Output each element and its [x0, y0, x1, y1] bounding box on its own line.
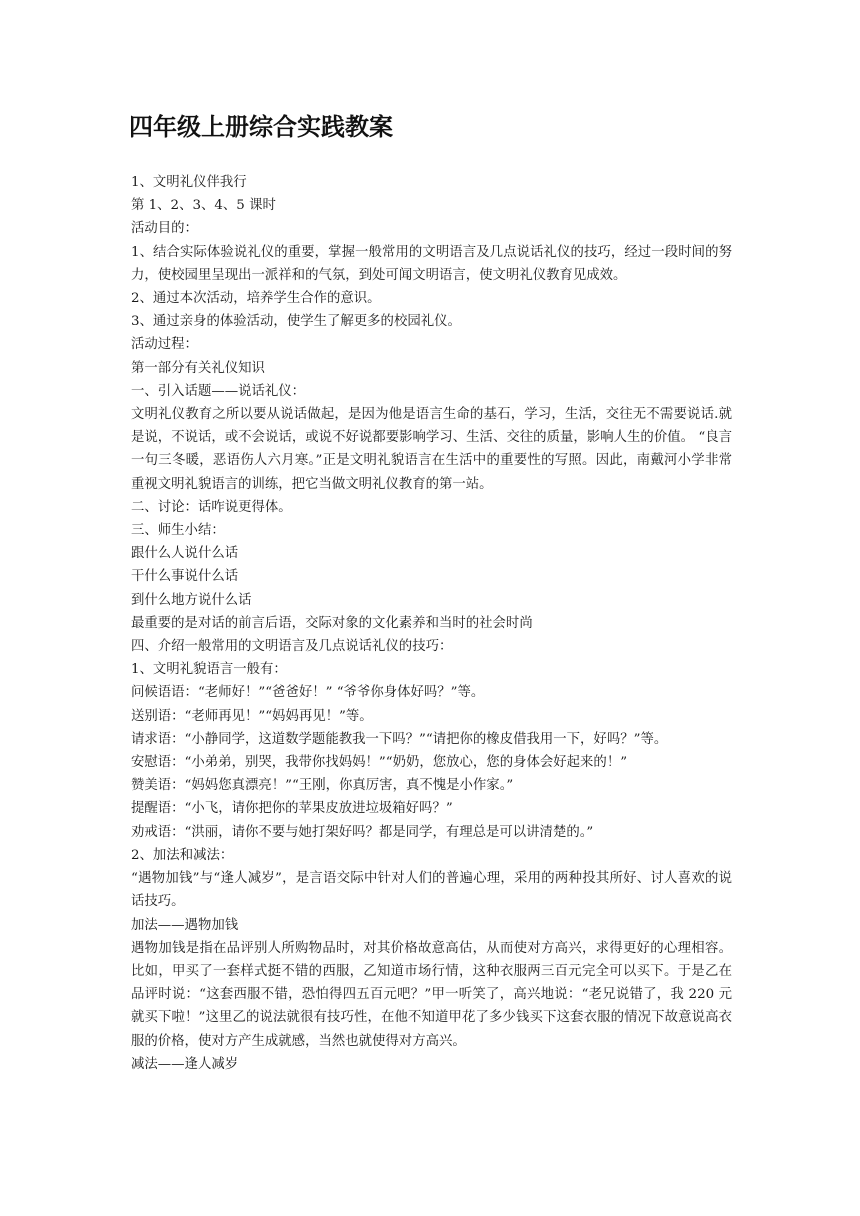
subheading: 活动过程：	[131, 337, 198, 353]
list-item: 跟什么人说什么话	[131, 546, 239, 562]
document-title: 四年级上册综合实践教案	[129, 112, 393, 141]
subheading: 第一部分有关礼仪知识	[131, 360, 265, 376]
subheading: 二、讨论：话咋说更得体。	[131, 499, 292, 515]
paragraph: 3、通过亲身的体验活动，使学生了解更多的校园礼仪。	[131, 314, 461, 330]
example-line: 送别语：“老师再见！”“妈妈再见！”等。	[131, 708, 373, 724]
paragraph: “遇物加钱”与“逢人减岁”，是言语交际中针对人们的普遍心理，采用的两种投其所好、讨人喜欢的说话技巧。	[131, 871, 732, 910]
lesson-hours: 第 1、2、3、4、5 课时	[131, 198, 276, 214]
example-line: 提醒语：“小飞，请你把你的苹果皮放进垃圾箱好吗？”	[131, 801, 453, 817]
list-item: 干什么事说什么话	[131, 569, 239, 585]
example-line: 赞美语：“妈妈您真漂亮！”“王刚，你真厉害，真不愧是小作家。”	[131, 778, 514, 794]
paragraph: 1、结合实际体验说礼仪的重要，掌握一般常用的文明语言及几点说话礼仪的技巧，经过一段时间的努力，使校园里呈现出一派祥和的气氛，到处可闻文明语言，使文明礼仪教育见成效。	[131, 244, 732, 283]
paragraph: 遇物加钱是指在品评别人所购物品时，对其价格故意高估，从而使对方高兴，求得更好的心理相容。比如，甲买了一套样式挺不错的西服，乙知道市场行情，这种衣服两三百元完全可以买下。于是乙在品评时说：“这套西服不错，恐怕得四五百元吧？”甲一听笑了，高兴地说：“老兄说错了，我 220 元就买下啦！”这里乙的说法就很有技巧性，在他不知道甲花了多少钱买下这套衣服的情况下故意说高衣服的价格，使对方产生成就感，当然也就使得对方高兴。	[131, 940, 732, 1049]
subheading: 2、加法和减法：	[131, 847, 234, 863]
example-line: 问候语语：“老师好！”“爸爸好！” “爷爷你身体好吗？”等。	[131, 685, 485, 701]
subheading: 一、引入话题——说话礼仪：	[131, 383, 306, 399]
list-item: 到什么地方说什么话	[131, 592, 252, 608]
subheading: 减法——逢人减岁	[131, 1056, 239, 1072]
example-line: 请求语：“小静同学，这道数学题能教我一下吗？”“请把你的橡皮借我用一下，好吗？”等。	[131, 731, 668, 747]
paragraph: 2、通过本次活动，培养学生合作的意识。	[131, 291, 381, 307]
subheading: 四、介绍一般常用的文明语言及几点说话礼仪的技巧：	[131, 639, 453, 655]
paragraph: 文明礼仪教育之所以要从说话做起，是因为他是语言生命的基石，学习，生活，交往无不需要说话.就是说，不说话，或不会说话，或说不好说都要影响学习、生活、交往的质量，影响人生的价值。 “良言一句三冬暖，恶语伤人六月寒。”正是文明礼貌语言在生活中的重要性的写照。因此，南戴河小学非常重视文明礼貌语言的训练，把它当做文明礼仪教育的第一站。	[131, 407, 732, 492]
example-line: 安慰语：“小弟弟，别哭，我带你找妈妈！”“奶奶，您放心，您的身体会好起来的！”	[131, 755, 628, 771]
document-body	[131, 171, 732, 1076]
section-heading: 1、文明礼仪伴我行	[131, 175, 247, 190]
subheading: 三、师生小结：	[131, 523, 225, 539]
subheading: 1、文明礼貌语言一般有：	[131, 662, 287, 678]
example-line: 劝戒语：“洪丽，请你不要与她打架好吗？都是同学，有理总是可以讲清楚的。”	[131, 824, 594, 840]
subheading: 加法——遇物加钱	[131, 917, 239, 933]
subheading: 活动目的：	[131, 221, 198, 237]
paragraph: 最重要的是对话的前言后语，交际对象的文化素养和当时的社会时尚	[131, 615, 533, 631]
